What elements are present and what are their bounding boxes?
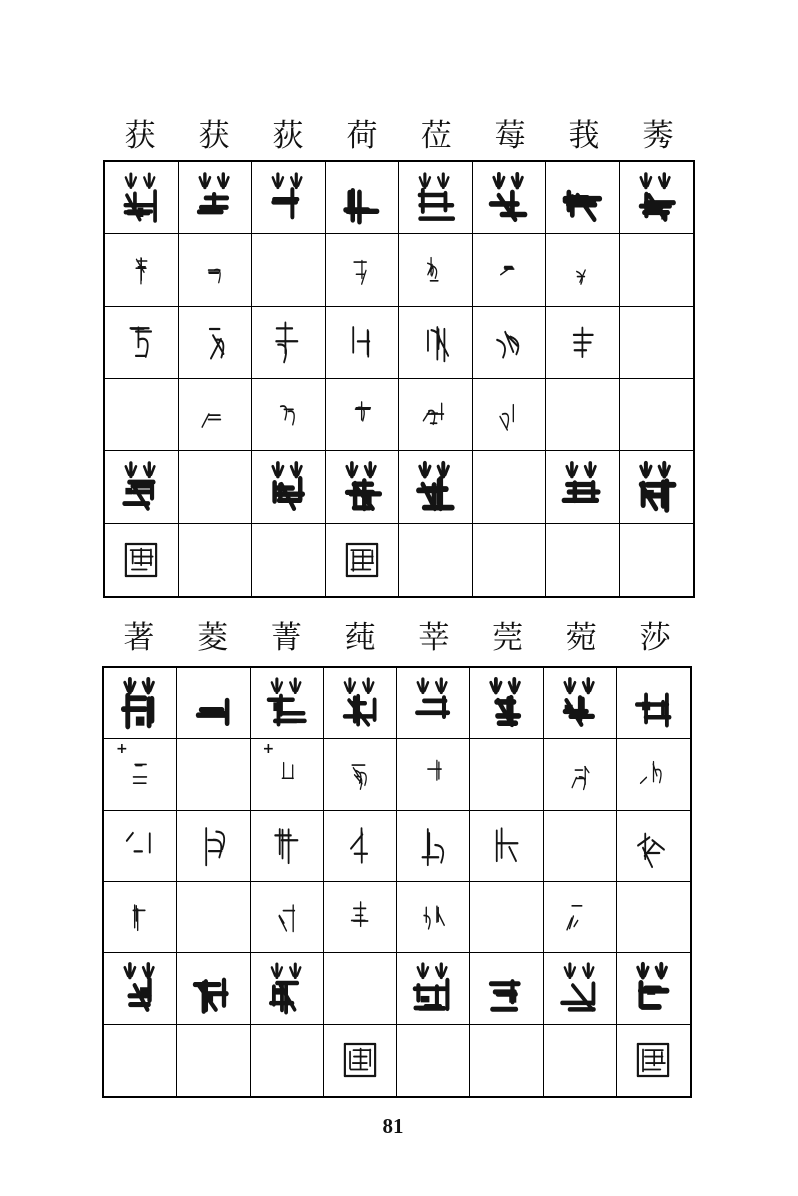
header-character: 菀 xyxy=(565,619,597,656)
glyph-cell xyxy=(399,307,473,379)
glyph-cell xyxy=(105,162,179,234)
glyph-cell xyxy=(252,307,326,379)
empty-cell xyxy=(620,234,694,306)
glyph-cell xyxy=(617,739,690,810)
header-character: 荻 xyxy=(272,117,304,154)
ancient-glyph xyxy=(630,676,676,730)
glyph-cell xyxy=(399,234,473,306)
ancient-glyph xyxy=(410,676,456,730)
ancient-glyph xyxy=(347,396,377,434)
glyph-cell xyxy=(620,162,694,234)
header-character: 获 xyxy=(124,117,156,154)
glyph-cell xyxy=(105,524,179,596)
glyph-cell xyxy=(617,1025,690,1096)
glyph-cell xyxy=(105,234,179,306)
glyph-cell xyxy=(326,451,400,523)
ancient-glyph xyxy=(344,541,380,579)
ancient-glyph xyxy=(190,676,236,730)
glyph-cell xyxy=(252,162,326,234)
empty-cell xyxy=(546,524,620,596)
ancient-glyph xyxy=(565,898,595,936)
ancient-glyph xyxy=(117,676,163,730)
glyph-cell xyxy=(399,162,473,234)
ancient-glyph xyxy=(420,396,450,434)
glyph-table xyxy=(102,666,692,1098)
empty-cell xyxy=(252,524,326,596)
header-character: 获 xyxy=(198,117,230,154)
ancient-glyph xyxy=(348,252,376,288)
empty-cell xyxy=(252,234,326,306)
glyph-cell xyxy=(324,739,397,810)
glyph-cell xyxy=(324,811,397,882)
glyph-cell xyxy=(544,668,617,739)
empty-cell xyxy=(177,1025,250,1096)
glyph-cell xyxy=(251,882,324,953)
ancient-glyph xyxy=(273,756,301,792)
glyph-cell xyxy=(544,739,617,810)
glyph-cell xyxy=(470,668,543,739)
plus-mark: + xyxy=(116,741,128,758)
header-row xyxy=(103,116,695,156)
glyph-cell xyxy=(179,379,253,451)
glyph-cell xyxy=(473,234,547,306)
empty-cell xyxy=(179,451,253,523)
ancient-glyph xyxy=(265,460,311,514)
ancient-glyph xyxy=(421,252,449,288)
glyph-cell xyxy=(252,379,326,451)
ancient-glyph xyxy=(559,460,605,514)
ancient-glyph xyxy=(633,821,673,871)
empty-cell xyxy=(397,1025,470,1096)
ancient-glyph xyxy=(489,317,529,367)
ancient-glyph xyxy=(639,756,667,792)
ancient-glyph xyxy=(190,961,236,1015)
glyph-cell xyxy=(251,668,324,739)
glyph-cell xyxy=(177,811,250,882)
empty-cell xyxy=(324,953,397,1024)
header-character: 著 xyxy=(123,619,155,656)
ancient-glyph xyxy=(272,898,302,936)
ancient-glyph xyxy=(126,756,154,792)
header-character: 莞 xyxy=(492,619,524,656)
empty-cell xyxy=(620,307,694,379)
ancient-glyph xyxy=(495,252,523,288)
glyph-cell xyxy=(397,811,470,882)
ancient-glyph xyxy=(118,460,164,514)
glyph-cell xyxy=(617,811,690,882)
glyph-cell xyxy=(399,379,473,451)
ancient-glyph xyxy=(117,961,163,1015)
ancient-glyph xyxy=(412,460,458,514)
glyph-cell xyxy=(105,451,179,523)
empty-cell xyxy=(620,379,694,451)
glyph-cell xyxy=(104,882,177,953)
page-number: 81 xyxy=(382,1114,404,1138)
glyph-cell xyxy=(397,739,470,810)
glyph-cell xyxy=(179,307,253,379)
ancient-glyph xyxy=(483,676,529,730)
ancient-glyph xyxy=(566,756,594,792)
ancient-glyph xyxy=(339,171,385,225)
ancient-glyph xyxy=(419,756,447,792)
glyph-cell xyxy=(252,451,326,523)
header-character: 菁 xyxy=(270,619,302,656)
glyph-cell xyxy=(324,1025,397,1096)
empty-cell xyxy=(473,451,547,523)
glyph-cell xyxy=(544,882,617,953)
glyph-cell xyxy=(177,668,250,739)
glyph-cell xyxy=(544,953,617,1024)
header-character: 莪 xyxy=(568,117,600,154)
glyph-cell xyxy=(251,739,324,810)
empty-cell xyxy=(617,882,690,953)
ancient-glyph xyxy=(273,396,303,434)
glyph-cell xyxy=(546,162,620,234)
glyph-table xyxy=(103,160,695,598)
glyph-cell xyxy=(473,379,547,451)
glyph-cell xyxy=(617,668,690,739)
header-character: 荷 xyxy=(346,117,378,154)
glyph-cell xyxy=(326,524,400,596)
glyph-cell xyxy=(326,234,400,306)
glyph-cell xyxy=(617,953,690,1024)
empty-cell xyxy=(544,811,617,882)
ancient-glyph xyxy=(200,396,230,434)
glyph-cell xyxy=(179,162,253,234)
ancient-glyph xyxy=(342,317,382,367)
ancient-glyph xyxy=(346,756,374,792)
header-character: 莓 xyxy=(494,117,526,154)
glyph-cell xyxy=(251,953,324,1024)
ancient-glyph xyxy=(201,252,229,288)
ancient-glyph xyxy=(410,961,456,1015)
glyph-cell xyxy=(324,668,397,739)
header-character: 菱 xyxy=(197,619,229,656)
empty-cell xyxy=(546,379,620,451)
header-character: 莠 xyxy=(642,117,674,154)
glyph-cell xyxy=(397,668,470,739)
glyph-cell xyxy=(179,234,253,306)
ancient-glyph xyxy=(264,961,310,1015)
ancient-glyph xyxy=(264,676,310,730)
empty-cell xyxy=(104,1025,177,1096)
ancient-glyph xyxy=(342,1041,378,1079)
header-character: 莅 xyxy=(420,117,452,154)
glyph-cell xyxy=(177,953,250,1024)
glyph-cell xyxy=(397,882,470,953)
glyph-cell xyxy=(546,451,620,523)
glyph-cell xyxy=(546,307,620,379)
empty-cell xyxy=(177,882,250,953)
ancient-glyph xyxy=(339,460,385,514)
empty-cell xyxy=(105,379,179,451)
glyph-cell xyxy=(473,162,547,234)
ancient-glyph xyxy=(268,317,308,367)
plus-mark: + xyxy=(262,741,275,758)
empty-cell xyxy=(620,524,694,596)
empty-cell xyxy=(544,1025,617,1096)
glyph-cell xyxy=(326,162,400,234)
glyph-cell xyxy=(326,379,400,451)
ancient-glyph xyxy=(557,961,603,1015)
ancient-glyph xyxy=(635,1041,671,1079)
ancient-glyph xyxy=(412,171,458,225)
ancient-glyph xyxy=(120,821,160,871)
ancient-glyph xyxy=(121,317,161,367)
glyph-cell xyxy=(104,953,177,1024)
ancient-glyph xyxy=(123,541,159,579)
ancient-glyph xyxy=(267,821,307,871)
ancient-glyph xyxy=(557,676,603,730)
glyph-cell xyxy=(399,451,473,523)
ancient-glyph xyxy=(413,821,453,871)
ancient-glyph xyxy=(127,252,155,288)
glyph-cell xyxy=(105,307,179,379)
header-character: 莘 xyxy=(418,619,450,656)
empty-cell xyxy=(470,882,543,953)
empty-cell xyxy=(470,739,543,810)
glyph-cell xyxy=(324,882,397,953)
ancient-glyph xyxy=(125,898,155,936)
ancient-glyph xyxy=(337,676,383,730)
ancient-glyph xyxy=(415,317,455,367)
empty-cell xyxy=(251,1025,324,1096)
header-row xyxy=(102,618,692,658)
header-character: 莎 xyxy=(639,619,671,656)
glyph-cell xyxy=(104,739,177,810)
header-character: 莼 xyxy=(344,619,376,656)
glyph-cell xyxy=(470,953,543,1024)
ancient-glyph xyxy=(340,821,380,871)
glyph-cell xyxy=(326,307,400,379)
ancient-glyph xyxy=(192,171,238,225)
glyph-cell xyxy=(546,234,620,306)
glyph-cell xyxy=(104,811,177,882)
glyph-cell xyxy=(620,451,694,523)
ancient-glyph xyxy=(630,961,676,1015)
empty-cell xyxy=(399,524,473,596)
ancient-glyph xyxy=(559,171,605,225)
glyph-cell xyxy=(251,811,324,882)
ancient-glyph xyxy=(265,171,311,225)
ancient-glyph xyxy=(562,317,602,367)
glyph-cell xyxy=(397,953,470,1024)
glyph-cell xyxy=(473,307,547,379)
empty-cell xyxy=(470,1025,543,1096)
ancient-glyph xyxy=(494,396,524,434)
ancient-glyph xyxy=(195,317,235,367)
empty-cell xyxy=(473,524,547,596)
glyph-cell xyxy=(470,811,543,882)
ancient-glyph xyxy=(486,171,532,225)
empty-cell xyxy=(177,739,250,810)
ancient-glyph xyxy=(486,821,526,871)
ancient-glyph xyxy=(568,252,596,288)
ancient-glyph xyxy=(633,171,679,225)
ancient-glyph xyxy=(193,821,233,871)
ancient-glyph xyxy=(633,460,679,514)
ancient-glyph xyxy=(483,961,529,1015)
ancient-glyph xyxy=(345,898,375,936)
ancient-glyph xyxy=(118,171,164,225)
empty-cell xyxy=(179,524,253,596)
glyph-cell xyxy=(104,668,177,739)
ancient-glyph xyxy=(418,898,448,936)
